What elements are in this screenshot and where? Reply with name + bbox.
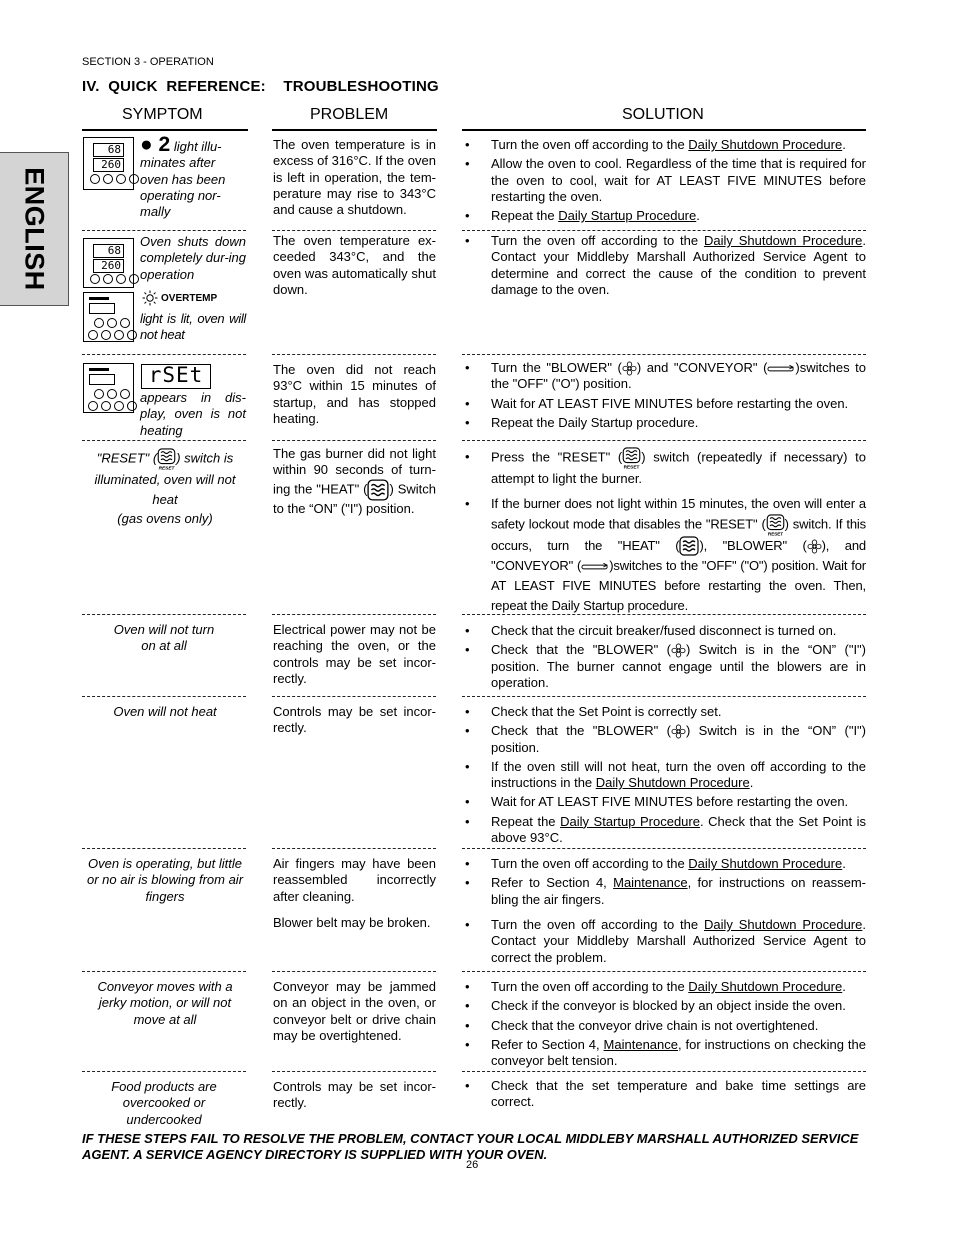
language-tab: [0, 152, 69, 306]
control-panel-illustration: [83, 137, 134, 190]
solution-item: • Check that the Set Point is correctly set.: [464, 704, 866, 720]
section-label: SECTION 3 - OPERATION: [82, 56, 214, 68]
symptom-header: SYMPTOM: [122, 106, 203, 123]
blower-icon: [671, 724, 686, 739]
solution-item: • Turn the oven off according to the Daily Shutdown Procedure.: [464, 856, 866, 872]
solution-item: • Refer to Section 4, Maintenance, for instructions on reassem-bling the air fingers.: [464, 875, 866, 908]
problem-1: The oven temperature ex-ceeded 343°C, and the oven was automatically shut down.: [273, 233, 436, 297]
problem-header: PROBLEM: [310, 106, 389, 123]
solution-item: • Repeat the Daily Startup Procedure.: [464, 208, 866, 224]
problem-5: Controls may be set incor-rectly.: [273, 704, 436, 736]
symptom-1: Oven shuts down completely dur-ing operation: [140, 234, 246, 282]
reset-icon: [157, 448, 176, 470]
solution-item: • Refer to Section 4, Maintenance, for instructions on checking the conveyor belt tension.: [464, 1037, 866, 1070]
blower-icon: [622, 361, 637, 376]
solution-item: • Turn the oven off according to the Daily Shutdown Procedure. Contact your Middleby Marshall Authorized Service Agent to determine and correct the cause of the condition to prevent damage to the oven.: [464, 233, 866, 298]
display-top: 68: [93, 244, 124, 258]
solution-item: • If the burner does not light within 15 minutes, the oven will enter a safety lockout mode that disables the "RESET" ( ) switch. If this occurs, turn the "HEAT" ( ), "BLOWER" ( ), and "CONVEYOR" ( )switches to the "OFF" ("O") position. Wait for AT LEAST FIVE MINUTES before restarting the oven. Then, repeat the Daily Startup procedure.: [464, 494, 866, 616]
heat-icon: [367, 479, 389, 501]
display-bottom: 260: [93, 259, 124, 273]
solution-item: • Turn the oven off according to the Daily Shutdown Procedure.: [464, 137, 866, 153]
reset-icon: [622, 447, 641, 469]
solution-item: • If the oven still will not heat, turn the oven off according to the instructions in the Daily Shutdown Procedure.: [464, 759, 866, 792]
solution-header-rule: [462, 129, 866, 131]
footer-notice: IF THESE STEPS FAIL TO RESOLVE THE PROBLEM, CONTACT YOUR LOCAL MIDDLEBY MARSHALL AUTHORIZED SERVICE AGENT. A SERVICE AGENCY DIRECTORY IS SUPPLIED WITH YOUR OVEN.: [82, 1131, 859, 1162]
solution-item: • Allow the oven to cool. Regardless of the time that is required for the oven to cool, wait for AT LEAST FIVE MINUTES before restarting the oven.: [464, 156, 866, 205]
symptom-8: Food products are overcooked or undercooked: [111, 1079, 217, 1127]
overtemp-icon: [142, 290, 158, 306]
reset-icon: [766, 514, 785, 536]
symptom-0: ● 2 light illu-minates after oven has been operating nor-mally: [140, 133, 226, 220]
solution-item: • Repeat the Daily Startup Procedure. Check that the Set Point is above 93°C.: [464, 814, 866, 847]
display-bottom: 260: [93, 158, 124, 172]
solution-1: [464, 233, 866, 301]
control-panel-illustration: [83, 363, 134, 413]
problem-8: Controls may be set incor-rectly.: [273, 1079, 436, 1111]
symptom-5: Oven will not heat: [113, 704, 217, 719]
solution-0: [464, 137, 866, 227]
solution-item: • Wait for AT LEAST FIVE MINUTES before restarting the oven.: [464, 396, 866, 412]
solution-item: • Turn the "BLOWER" ( ) and "CONVEYOR" ( )switches to the "OFF" ("O") position.: [464, 360, 866, 393]
solution-item: • Check that the conveyor drive chain is not overtightened.: [464, 1018, 866, 1034]
solution-2: [464, 360, 866, 434]
problem-3: The gas burner did not light within 90 seconds of turn-ing the "HEAT" ( ) Switch to the “ON” ("I") position.: [273, 446, 436, 516]
solution-item: • Turn the oven off according to the Daily Shutdown Procedure. Contact your Middleby Marshall Authorized Service Agent to correct the problem.: [464, 917, 866, 966]
solution-item: • Check that the "BLOWER" ( ) Switch is in the “ON” ("I") position.: [464, 723, 866, 756]
solution-4: [464, 623, 866, 694]
solution-item: • Check that the circuit breaker/fused disconnect is turned on.: [464, 623, 866, 639]
language-tab-label: ENGLISH: [19, 167, 50, 291]
solution-5: [464, 704, 866, 849]
page-heading: IV. QUICK REFERENCE: TROUBLESHOOTING: [82, 78, 439, 95]
control-panel-illustration: [83, 238, 134, 288]
control-panel-illustration: [83, 292, 134, 342]
solution-item: • Check that the "BLOWER" ( ) Switch is in the “ON” ("I") position. The burner cannot engage until the blowers are in operation.: [464, 642, 866, 691]
problem-7: Conveyor may be jammed on an object in the oven, or conveyor belt or drive chain may be overtightened.: [273, 979, 436, 1043]
symptom-3: "RESET" ( ) switch is illuminated, oven will not heat (gas ovens only): [82, 448, 248, 529]
problem-2: The oven did not reach 93°C within 15 minutes of startup, and has stopped heating.: [273, 362, 436, 426]
solution-item: • Wait for AT LEAST FIVE MINUTES before restarting the oven.: [464, 794, 866, 810]
problem-6: Air fingers may have been reassembled incorrectly after cleaning.: [273, 856, 436, 904]
symptom-4: Oven will not turn on at all: [113, 622, 215, 654]
problem-4: Electrical power may not be reaching the oven, or the controls may be set incor-rectly.: [273, 622, 436, 686]
problem-0: The oven temperature is in excess of 316°C. If the oven is left in operation, the tem-perature may rise to 343°C and cause a shutdown.: [273, 137, 436, 218]
overtemp-indicator: OVERTEMP: [142, 290, 217, 306]
solution-item: • Check that the set temperature and bake time settings are correct.: [464, 1078, 866, 1111]
problem-header-rule: [272, 129, 437, 131]
solution-item: • Check if the conveyor is blocked by an object inside the oven.: [464, 998, 866, 1014]
blower-icon: [807, 539, 822, 554]
display-top: 68: [93, 143, 124, 157]
page-number: 26: [466, 1159, 479, 1171]
rset-display: rSEt: [141, 364, 211, 389]
solution-6: [464, 856, 866, 911]
solution-6b: [464, 917, 866, 969]
symptom-2: appears in dis-play, oven is not heating: [140, 390, 246, 438]
symptom-7: Conveyor moves with a jerky motion, or will not move at all: [97, 979, 233, 1027]
solution-item: • Press the "RESET" ( ) switch (repeatedly if necessary) to attempt to light the burner.: [464, 447, 866, 489]
problem-6b: Blower belt may be broken.: [273, 915, 431, 930]
solution-3: [464, 447, 866, 619]
solution-7: [464, 979, 866, 1072]
solution-header: SOLUTION: [622, 106, 704, 123]
solution-item: • Turn the oven off according to the Daily Shutdown Procedure.: [464, 979, 866, 995]
conveyor-icon: [767, 364, 795, 374]
blower-icon: [671, 643, 686, 658]
symptom-1-tail: light is lit, oven will not heat: [140, 311, 246, 343]
solution-item: • Repeat the Daily Startup procedure.: [464, 415, 866, 431]
solution-8: [464, 1078, 866, 1114]
symptom-6: Oven is operating, but little or no air is blowing from air fingers: [86, 856, 244, 904]
conveyor-icon: [581, 562, 609, 572]
symptom-header-rule: [82, 129, 248, 131]
heat-icon: [679, 536, 699, 556]
